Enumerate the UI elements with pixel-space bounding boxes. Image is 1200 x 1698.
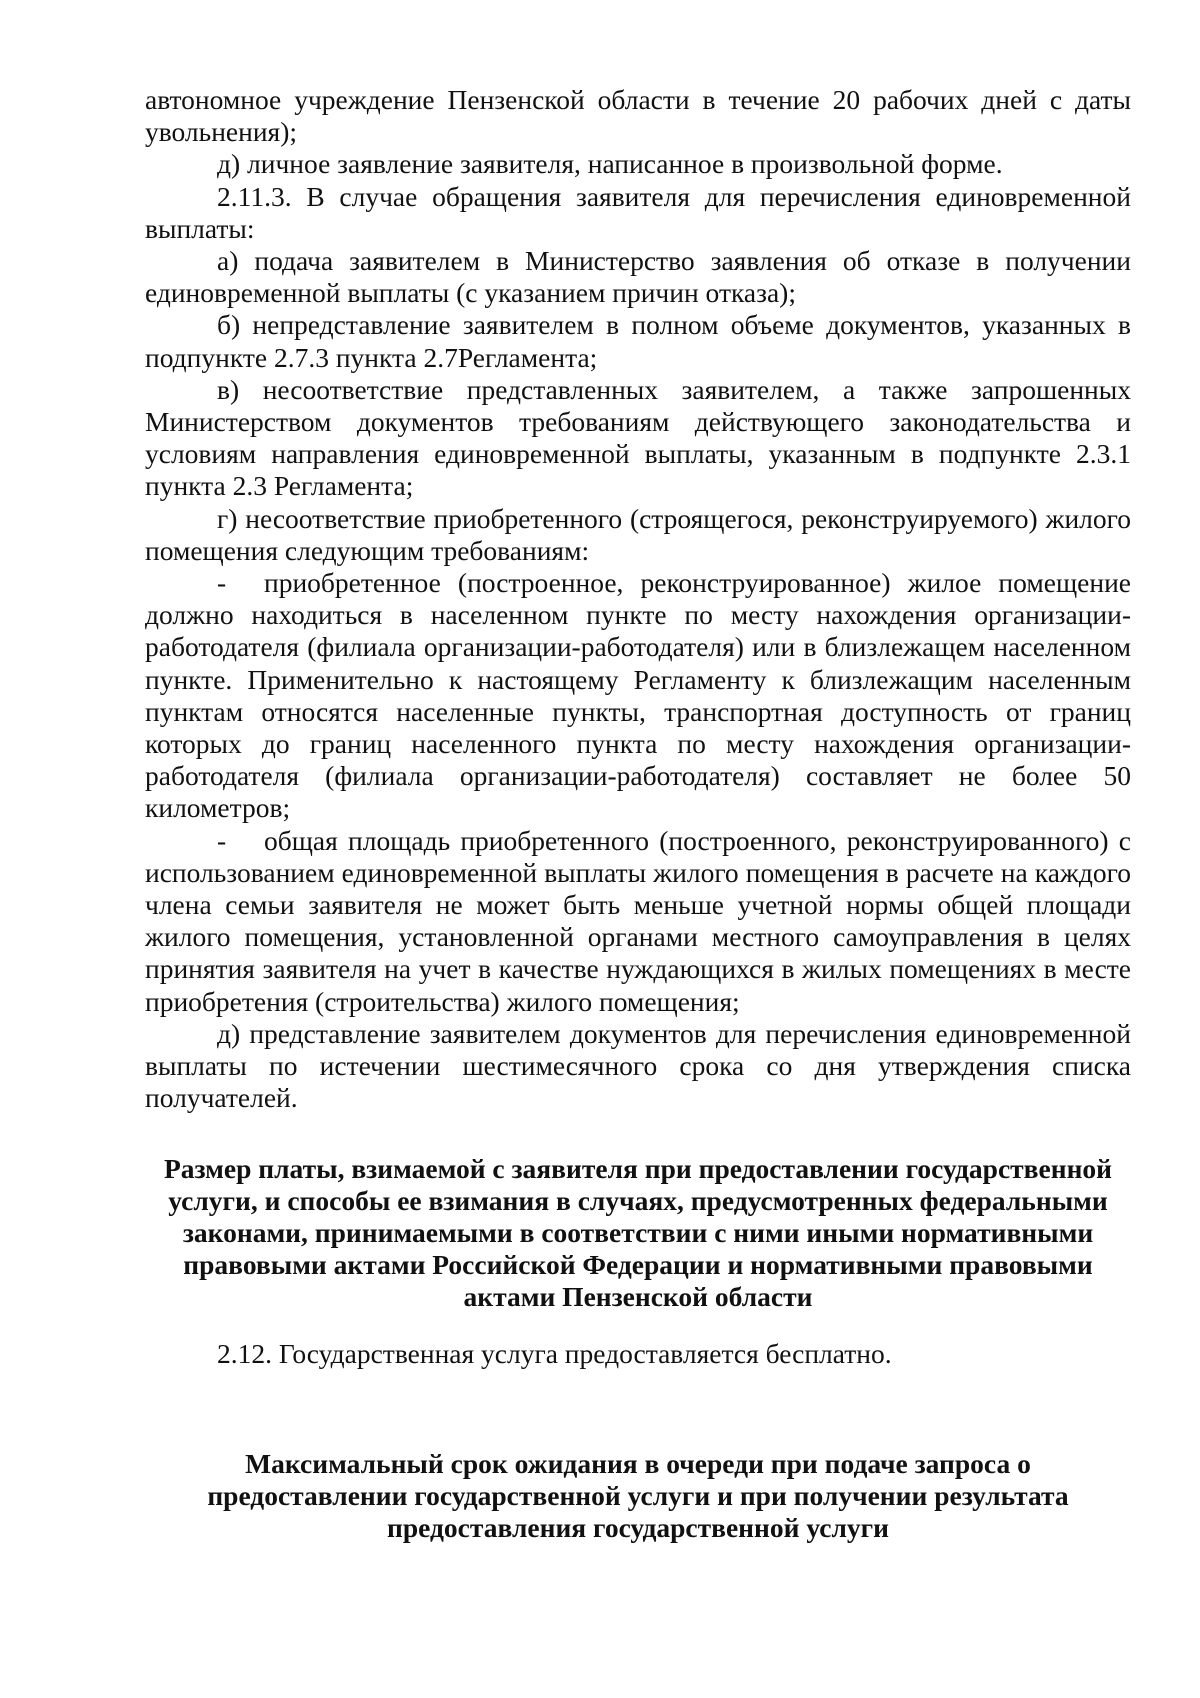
- paragraph-item-d-deadline: д) представление заявителем документов для перечисления единовременной выплаты по истечении шестимесячного срока со дня утверждения списка получателей.: [145, 1017, 1131, 1114]
- paragraph-item-g: г) несоответствие приобретенного (строящегося, реконструируемого) жилого помещения следующим требованиям:: [145, 502, 1131, 566]
- section-heading-queue: Максимальный срок ожидания в очереди при подаче запроса о предоставлении государственной услуги и при получении результата предоставления государственной услуги: [207, 1447, 1069, 1544]
- paragraph-2-11-3: 2.11.3. В случае обращения заявителя для перечисления единовременной выплаты:: [145, 180, 1131, 244]
- dash-marker: -: [217, 567, 227, 599]
- paragraph-item-v: в) несоответствие представленных заявителем, а также запрошенных Министерством документов требованиям действующего законодательства и условиям направления единовременной выплаты, указанным в подпункте 2.3.1 пункта 2.3 Регламента;: [145, 373, 1131, 502]
- dash-item-text: общая площадь приобретенного (построенного, реконструированного) с использованием единовременной выплаты жилого помещения в расчете на каждого члена семьи заявителя не может быть меньше учетной нормы общей площади жилого помещения, установленной органами местного самоуправления в целях принятия заявителя на учет в качестве нуждающихся в жилых помещениях в месте приобретения (строительства) жилого помещения;: [145, 824, 1131, 1017]
- paragraph-continuation: автономное учреждение Пензенской области в течение 20 рабочих дней с даты увольнения);: [145, 84, 1131, 148]
- paragraph-2-12: 2.12. Государственная услуга предоставляется бесплатно.: [217, 1337, 892, 1369]
- section-heading-fee: Размер платы, взимаемой с заявителя при предоставлении государственной услуги, и способы ее взимания в случаях, предусмотренных федеральными законами, принимаемыми в соответствии с ними иными нормативными правовыми актами Российской Федерации и нормативными правовыми актами Пензенской области: [163, 1152, 1113, 1313]
- paragraph-item-d-application: д) личное заявление заявителя, написанное в произвольной форме.: [217, 148, 1003, 180]
- paragraph-item-a: а) подача заявителем в Министерство заявления об отказе в получении единовременной выплаты (с указанием причин отказа);: [145, 245, 1131, 309]
- paragraph-dash-area: [145, 825, 1131, 1018]
- dash-item-text: приобретенное (построенное, реконструированное) жилое помещение должно находиться в населенном пункте по месту нахождения организации-работодателя (филиала организации-работодателя) или в близлежащем населенном пункте. Применительно к настоящему Регламенту к близлежащим населенным пунктам относятся населенные пункты, транспортная доступность от границ которых до границ населенного пункта по месту нахождения организации-работодателя (филиала организации-работодателя) составляет не более 50 километров;: [145, 567, 1131, 824]
- paragraph-item-b: б) непредставление заявителем в полном объеме документов, указанных в подпункте 2.7.3 пункта 2.7Регламента;: [145, 309, 1131, 373]
- paragraph-dash-location: [145, 567, 1131, 825]
- document-page: [145, 84, 1131, 1544]
- dash-marker: -: [217, 824, 227, 856]
